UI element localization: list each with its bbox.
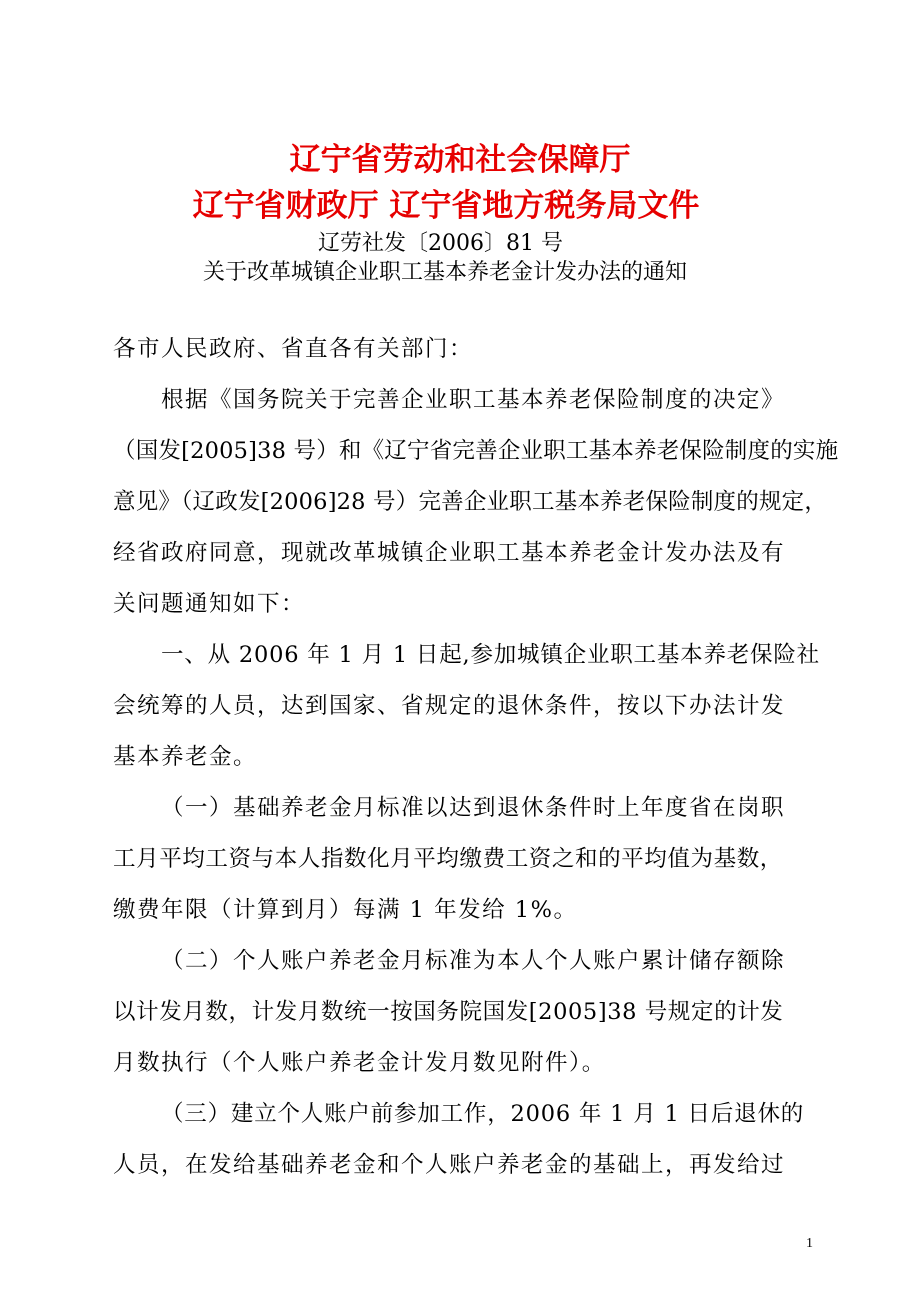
body-line: 缴费年限（计算到月）每满 1 年发给 1%。 (113, 897, 578, 923)
body-line: 根据《国务院关于完善企业职工基本养老保险制度的决定》 (161, 387, 786, 413)
body-line: 各市人民政府、省直各有关部门： (113, 336, 474, 362)
body-line: 以计发月数，计发月数统一按国务院国发[2005]38 号规定的计发 (113, 999, 784, 1025)
body-line: 工月平均工资与本人指数化月平均缴费工资之和的平均值为基数， (113, 846, 783, 872)
body-line: 人员，在发给基础养老金和个人账户养老金的基础上，再发给过 (113, 1152, 786, 1178)
body-line: 月数执行（个人账户养老金计发月数见附件）。 (113, 1050, 606, 1076)
body-line: 关问题通知如下： (113, 591, 306, 617)
issuer-title-line-1: 辽宁省劳动和社会保障厅 (289, 142, 631, 178)
body-line: 基本养老金。 (113, 744, 258, 770)
body-line: （国发[2005]38 号）和《辽宁省完善企业职工基本养老保险制度的实施 (113, 438, 839, 464)
body-line: 意见》（辽政发[2006]28 号）完善企业职工基本养老保险制度的规定， (113, 489, 828, 515)
page-number: 1 (806, 1236, 813, 1251)
body-line: 经省政府同意，现就改革城镇企业职工基本养老金计发办法及有 (113, 540, 786, 566)
document-subject: 关于改革城镇企业职工基本养老金计发办法的通知 (203, 260, 688, 285)
issuer-title-line-2: 辽宁省财政厅 辽宁省地方税务局文件 (192, 188, 700, 224)
body-paragraph (113, 324, 839, 1191)
body-line: （二）个人账户养老金月标准为本人个人账户累计储存额除 (161, 948, 786, 974)
body-line: （三）建立个人账户前参加工作，2006 年 1 月 1 日后退休的 (161, 1101, 805, 1127)
body-line: （一）基础养老金月标准以达到退休条件时上年度省在岗职 (161, 795, 786, 821)
document-number: 辽劳社发〔2006〕81 号 (318, 231, 563, 256)
document-body (113, 324, 839, 1191)
body-line: 会统筹的人员，达到国家、省规定的退休条件，按以下办法计发 (113, 693, 786, 719)
body-line: 一、从 2006 年 1 月 1 日起,参加城镇企业职工基本养老保险社 (161, 642, 820, 668)
